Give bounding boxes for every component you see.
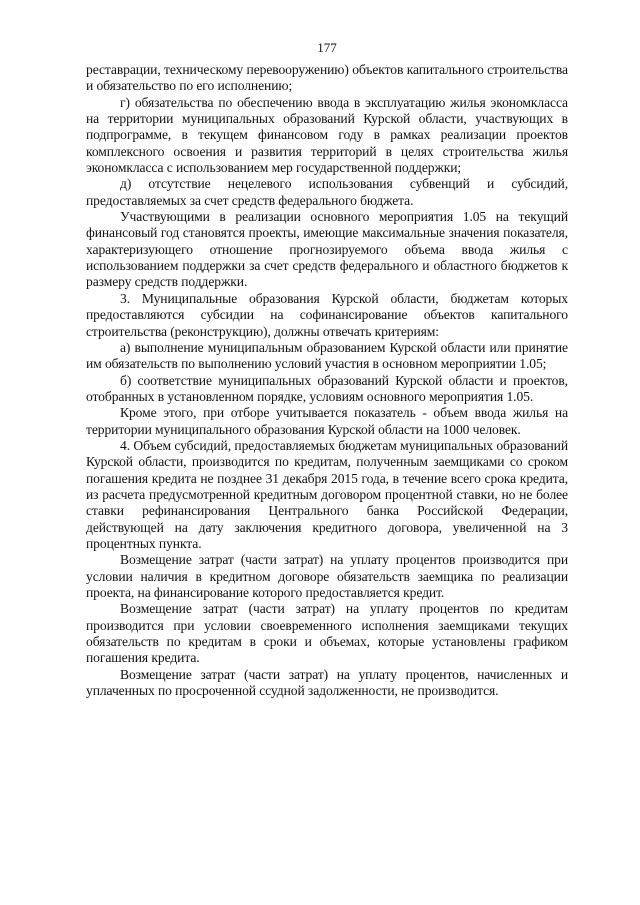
paragraph-reimbursement-timely: Возмещение затрат (части затрат) на уплату процентов по кредитам производится при условии своевременного исполнения заемщиками текущих обязательств по кредитам в сроки и объемах, которые установлены графиком погашения кредита.: [86, 601, 568, 666]
paragraph-section-4: 4. Объем субсидий, предоставляемых бюджетам муниципальных образований Курской области, производится по кредитам, полученным заемщиками со сроком погашения кредита не позднее 31 декабря 2015 года, в течение всего срока кредита, из расчета предусмотренной кредитным договором процентной ставки, но не более ставки рефинансирования Центрального банка Российской Федерации, действующей на дату заключения кредитного договора, увеличенной на 3 процентных пункта.: [86, 437, 568, 551]
paragraph-item-d: д) отсутствие нецелевого использования субвенций и субсидий, предоставляемых за счет средств федерального бюджета.: [86, 176, 568, 208]
paragraph-item-g: г) обязательства по обеспечению ввода в эксплуатацию жилья экономкласса на территории муниципальных образований Курской области, участвующих в подпрограмме, в текущем финансовом году в рамках реализации проектов комплексного освоения и развития территорий в целях строительства жилья экономкласса с использованием мер государственной поддержки;: [86, 94, 568, 176]
paragraph-participants: Участвующими в реализации основного мероприятия 1.05 на текущий финансовый год становятся проекты, имеющие максимальные значения показателя, характеризующего отношение прогнозируемого объема ввода жилья с использованием поддержки за счет средств федерального и областного бюджетов к размеру средств поддержки.: [86, 209, 568, 290]
paragraph-item-a: а) выполнение муниципальным образованием Курской области или принятие им обязательств по выполнению условий участия в основном мероприятии 1.05;: [86, 339, 568, 372]
paragraph-reimbursement-condition: Возмещение затрат (части затрат) на уплату процентов производится при условии наличия в кредитном договоре обязательств заемщика по реализации проекта, на финансирование которого предоставляется кредит.: [86, 552, 568, 600]
paragraph-reimbursement-overdue: Возмещение затрат (части затрат) на уплату процентов, начисленных и уплаченных по просроченной ссудной задолженности, не производится.: [86, 666, 568, 699]
paragraph-item-b: б) соответствие муниципальных образований Курской области и проектов, отобранных в установленном порядке, условиям основного мероприятия 1.05.: [86, 372, 568, 404]
paragraph-continuation: реставрации, техническому перевооружению) объектов капитального строительства и обязательство по его исполнению;: [86, 62, 568, 94]
paragraph-additional-criterion: Кроме этого, при отборе учитывается показатель - объем ввода жилья на территории муниципального образования Курской области на 1000 человек.: [86, 405, 568, 437]
page-number: 177: [317, 40, 337, 55]
document-page: [86, 40, 568, 699]
paragraph-section-3: 3. Муниципальные образования Курской области, бюджетам которых предоставляются субсидии на софинансирование объектов капитального строительства (реконструкцию), должны отвечать критериям:: [86, 290, 568, 339]
